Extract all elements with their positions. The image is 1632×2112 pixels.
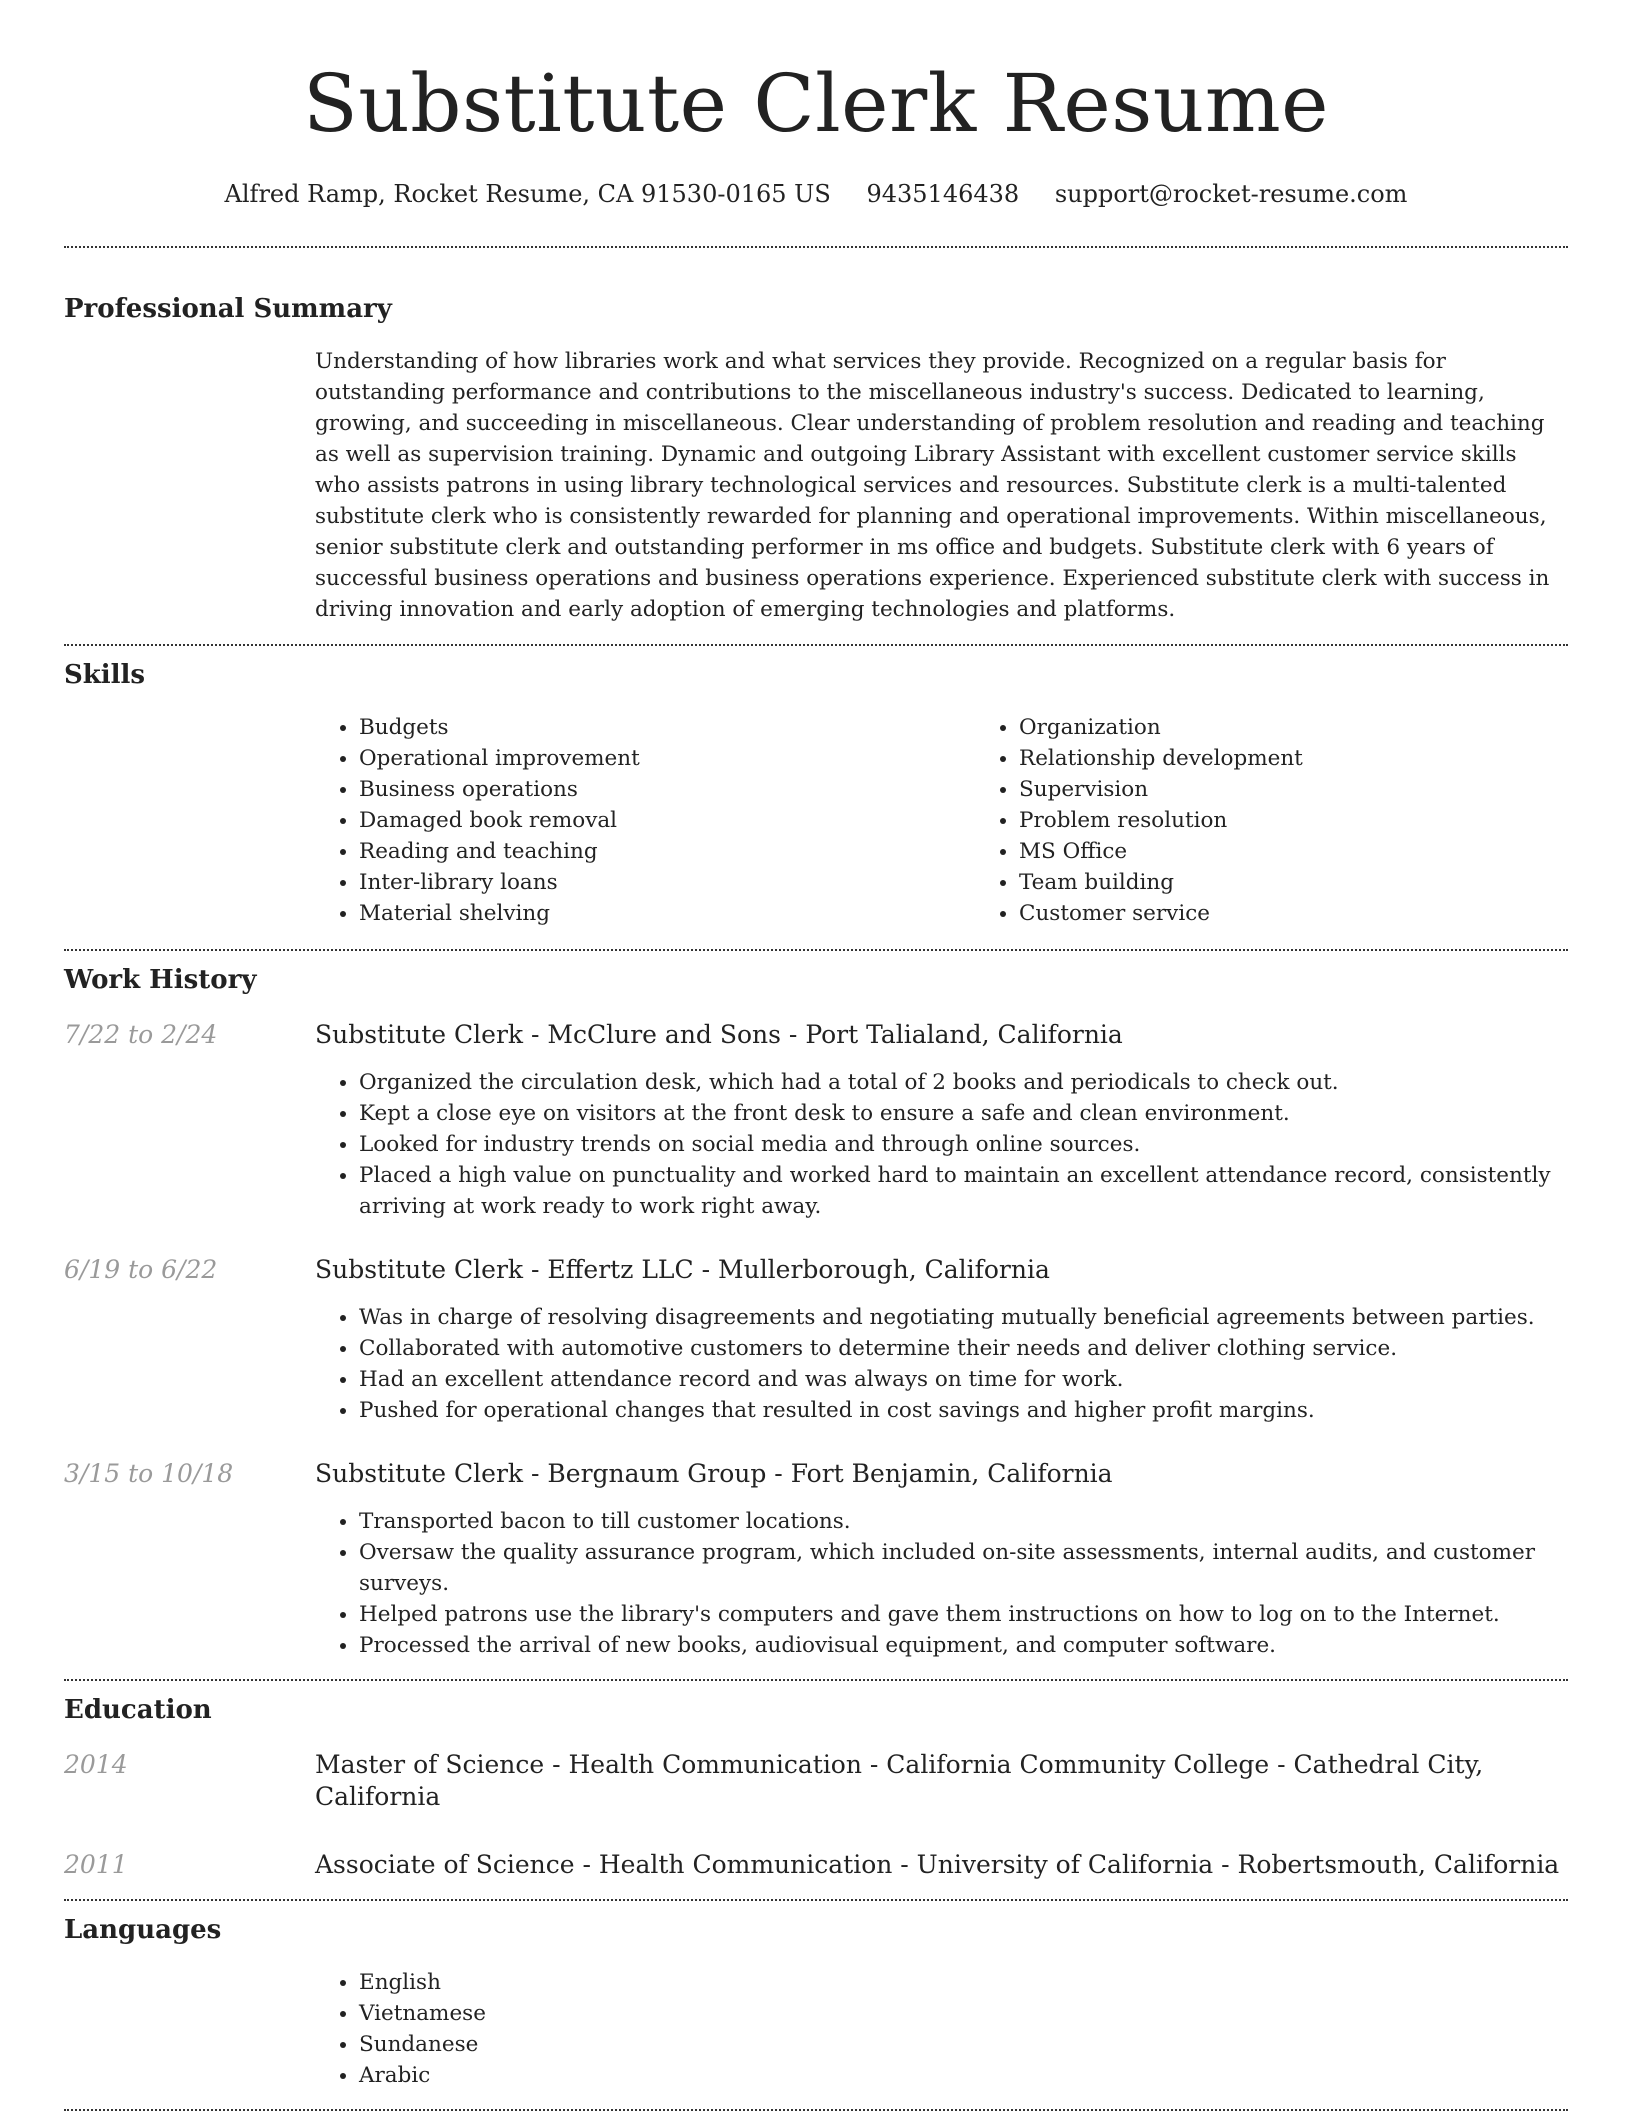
job-bullets bbox=[315, 1302, 1568, 1426]
list-item: • Damaged book removal bbox=[359, 805, 975, 836]
contact-line bbox=[64, 178, 1568, 210]
section-divider bbox=[64, 949, 1568, 951]
section-divider bbox=[64, 246, 1568, 248]
education-entry bbox=[64, 1749, 1568, 1813]
section-divider bbox=[64, 1679, 1568, 1681]
contact-phone: 9435146438 bbox=[866, 180, 1020, 208]
job-title: Substitute Clerk - Bergnaum Group - Fort Benjamin, California bbox=[315, 1459, 1113, 1488]
list-item: • Helped patrons use the library's computers and gave them instructions on how to log on to the Internet. bbox=[359, 1599, 1568, 1630]
skills-heading: Skills bbox=[64, 660, 146, 690]
job-dates: 6/19 to 6/22 bbox=[64, 1255, 218, 1284]
work-heading: Work History bbox=[64, 965, 257, 995]
list-item: • Team building bbox=[1019, 867, 1632, 898]
job-entry bbox=[64, 1254, 1568, 1426]
education-degree: Associate of Science - Health Communication - University of California - Robertsmouth, California bbox=[315, 1850, 1560, 1879]
list-item: • Organized the circulation desk, which had a total of 2 books and periodicals to check out. bbox=[359, 1067, 1568, 1098]
list-item: • Material shelving bbox=[359, 898, 975, 929]
list-item: • Sundanese bbox=[359, 2029, 1568, 2060]
list-item: • Had an excellent attendance record and was always on time for work. bbox=[359, 1364, 1568, 1395]
summary-section bbox=[64, 292, 1568, 625]
skills-section bbox=[64, 658, 1568, 929]
section-divider bbox=[64, 644, 1568, 646]
list-item: • Reading and teaching bbox=[359, 836, 975, 867]
list-item: • Transported bacon to till customer locations. bbox=[359, 1506, 1568, 1537]
languages-section bbox=[64, 1913, 1568, 2091]
languages-list bbox=[315, 1967, 1568, 2091]
contact-address: Alfred Ramp, Rocket Resume, CA 91530-0165 US bbox=[224, 180, 831, 208]
skills-list-left bbox=[315, 712, 975, 929]
job-entry bbox=[64, 1458, 1568, 1661]
education-section bbox=[64, 1693, 1568, 1881]
job-title: Substitute Clerk - McClure and Sons - Port Talialand, California bbox=[315, 1020, 1123, 1049]
summary-text: Understanding of how libraries work and what services they provide. Recognized on a regular basis for outstanding performance and contributions to the miscellaneous industry's success. Dedicated to learning, growing, and succeeding in miscellaneous. Clear understanding of problem resolution and reading and teaching as well as supervision training. Dynamic and outgoing Library Assistant with excellent customer service skills who assists patrons in using library technological services and resources. Substitute clerk is a multi-talented substitute clerk who is consistently rewarded for planning and operational improvements. Within miscellaneous, senior substitute clerk and outstanding performer in ms office and budgets. Substitute clerk with 6 years of successful business operations and business operations experience. Experienced substitute clerk with success in driving innovation and early adoption of emerging technologies and platforms. bbox=[315, 349, 1550, 622]
list-item: • Was in charge of resolving disagreements and negotiating mutually beneficial agreements between parties. bbox=[359, 1302, 1568, 1333]
list-item: • Collaborated with automotive customers to determine their needs and deliver clothing service. bbox=[359, 1333, 1568, 1364]
education-entry bbox=[64, 1849, 1568, 1881]
contact-email: support@rocket-resume.com bbox=[1054, 180, 1408, 208]
job-title: Substitute Clerk - Effertz LLC - Mullerborough, California bbox=[315, 1255, 1050, 1284]
page-title: Substitute Clerk Resume bbox=[302, 57, 1330, 150]
list-item: • Customer service bbox=[1019, 898, 1632, 929]
list-item: • Vietnamese bbox=[359, 1998, 1568, 2029]
list-item: • Business operations bbox=[359, 774, 975, 805]
list-item: • Inter-library loans bbox=[359, 867, 975, 898]
list-item: • MS Office bbox=[1019, 836, 1632, 867]
list-item: • Oversaw the quality assurance program, which included on-site assessments, internal audits, and customer surveys. bbox=[359, 1537, 1568, 1599]
list-item: • English bbox=[359, 1967, 1568, 1998]
list-item: • Processed the arrival of new books, audiovisual equipment, and computer software. bbox=[359, 1630, 1568, 1661]
job-dates: 3/15 to 10/18 bbox=[64, 1459, 234, 1488]
summary-heading: Professional Summary bbox=[64, 294, 392, 324]
section-divider bbox=[64, 2109, 1568, 2111]
section-divider bbox=[64, 1899, 1568, 1901]
list-item: • Operational improvement bbox=[359, 743, 975, 774]
list-item: • Looked for industry trends on social media and through online sources. bbox=[359, 1129, 1568, 1160]
languages-heading: Languages bbox=[64, 1915, 222, 1945]
list-item: • Arabic bbox=[359, 2060, 1568, 2091]
education-year: 2011 bbox=[64, 1850, 128, 1879]
skills-list-right bbox=[975, 712, 1632, 929]
list-item: • Budgets bbox=[359, 712, 975, 743]
list-item: • Pushed for operational changes that resulted in cost savings and higher profit margins. bbox=[359, 1395, 1568, 1426]
job-bullets bbox=[315, 1506, 1568, 1661]
list-item: • Supervision bbox=[1019, 774, 1632, 805]
job-entry bbox=[64, 1019, 1568, 1222]
list-item: • Placed a high value on punctuality and worked hard to maintain an excellent attendance record, consistently arriving at work ready to work right away. bbox=[359, 1160, 1568, 1222]
education-degree: Master of Science - Health Communication - California Community College - Cathedral City, California bbox=[315, 1750, 1484, 1811]
job-bullets bbox=[315, 1067, 1568, 1222]
work-section bbox=[64, 963, 1568, 1661]
list-item: • Organization bbox=[1019, 712, 1632, 743]
education-heading: Education bbox=[64, 1695, 212, 1725]
job-dates: 7/22 to 2/24 bbox=[64, 1020, 218, 1049]
list-item: • Problem resolution bbox=[1019, 805, 1632, 836]
list-item: • Kept a close eye on visitors at the front desk to ensure a safe and clean environment. bbox=[359, 1098, 1568, 1129]
education-year: 2014 bbox=[64, 1750, 128, 1779]
list-item: • Relationship development bbox=[1019, 743, 1632, 774]
